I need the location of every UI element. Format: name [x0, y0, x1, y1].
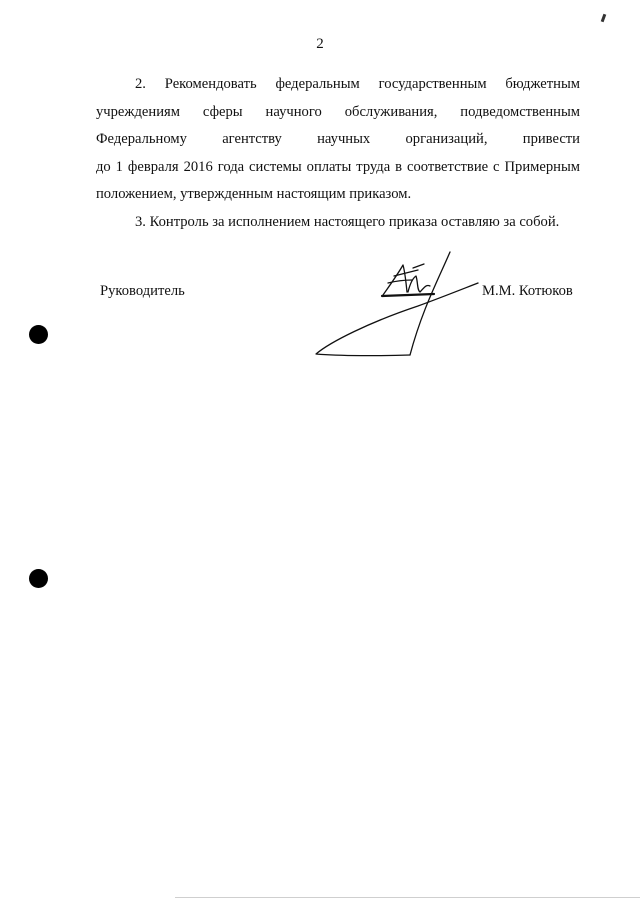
punch-hole-bottom	[29, 569, 48, 588]
handwritten-signature	[310, 250, 490, 365]
signatory-role: Руководитель	[100, 283, 185, 299]
paragraph-3-text: 3. Контроль за исполнением настоящего приказа оставляю за собой.	[135, 213, 560, 230]
page-number: 2	[316, 36, 324, 52]
paragraph-2	[96, 71, 580, 209]
paragraph-2-line-2: учреждениям сферы научного обслуживания, подведомственным	[96, 103, 580, 120]
punch-hole-top	[29, 325, 48, 344]
paragraph-2-line-1: 2. Рекомендовать федеральным государственным бюджетным	[135, 76, 580, 92]
scan-edge-line	[175, 897, 640, 898]
paragraph-3	[96, 209, 580, 237]
signatory-name: М.М. Котюков	[482, 283, 573, 299]
paragraph-2-line-3: Федеральному агентству научных организаций, привести	[96, 131, 580, 147]
scan-artifact	[601, 14, 607, 23]
paragraph-2-line-4: до 1 февраля 2016 года системы оплаты труда в соответствие с Примерным	[96, 158, 580, 175]
paragraph-2-line-5: положением, утвержденным настоящим приказом.	[96, 186, 412, 202]
document-body	[96, 71, 580, 236]
